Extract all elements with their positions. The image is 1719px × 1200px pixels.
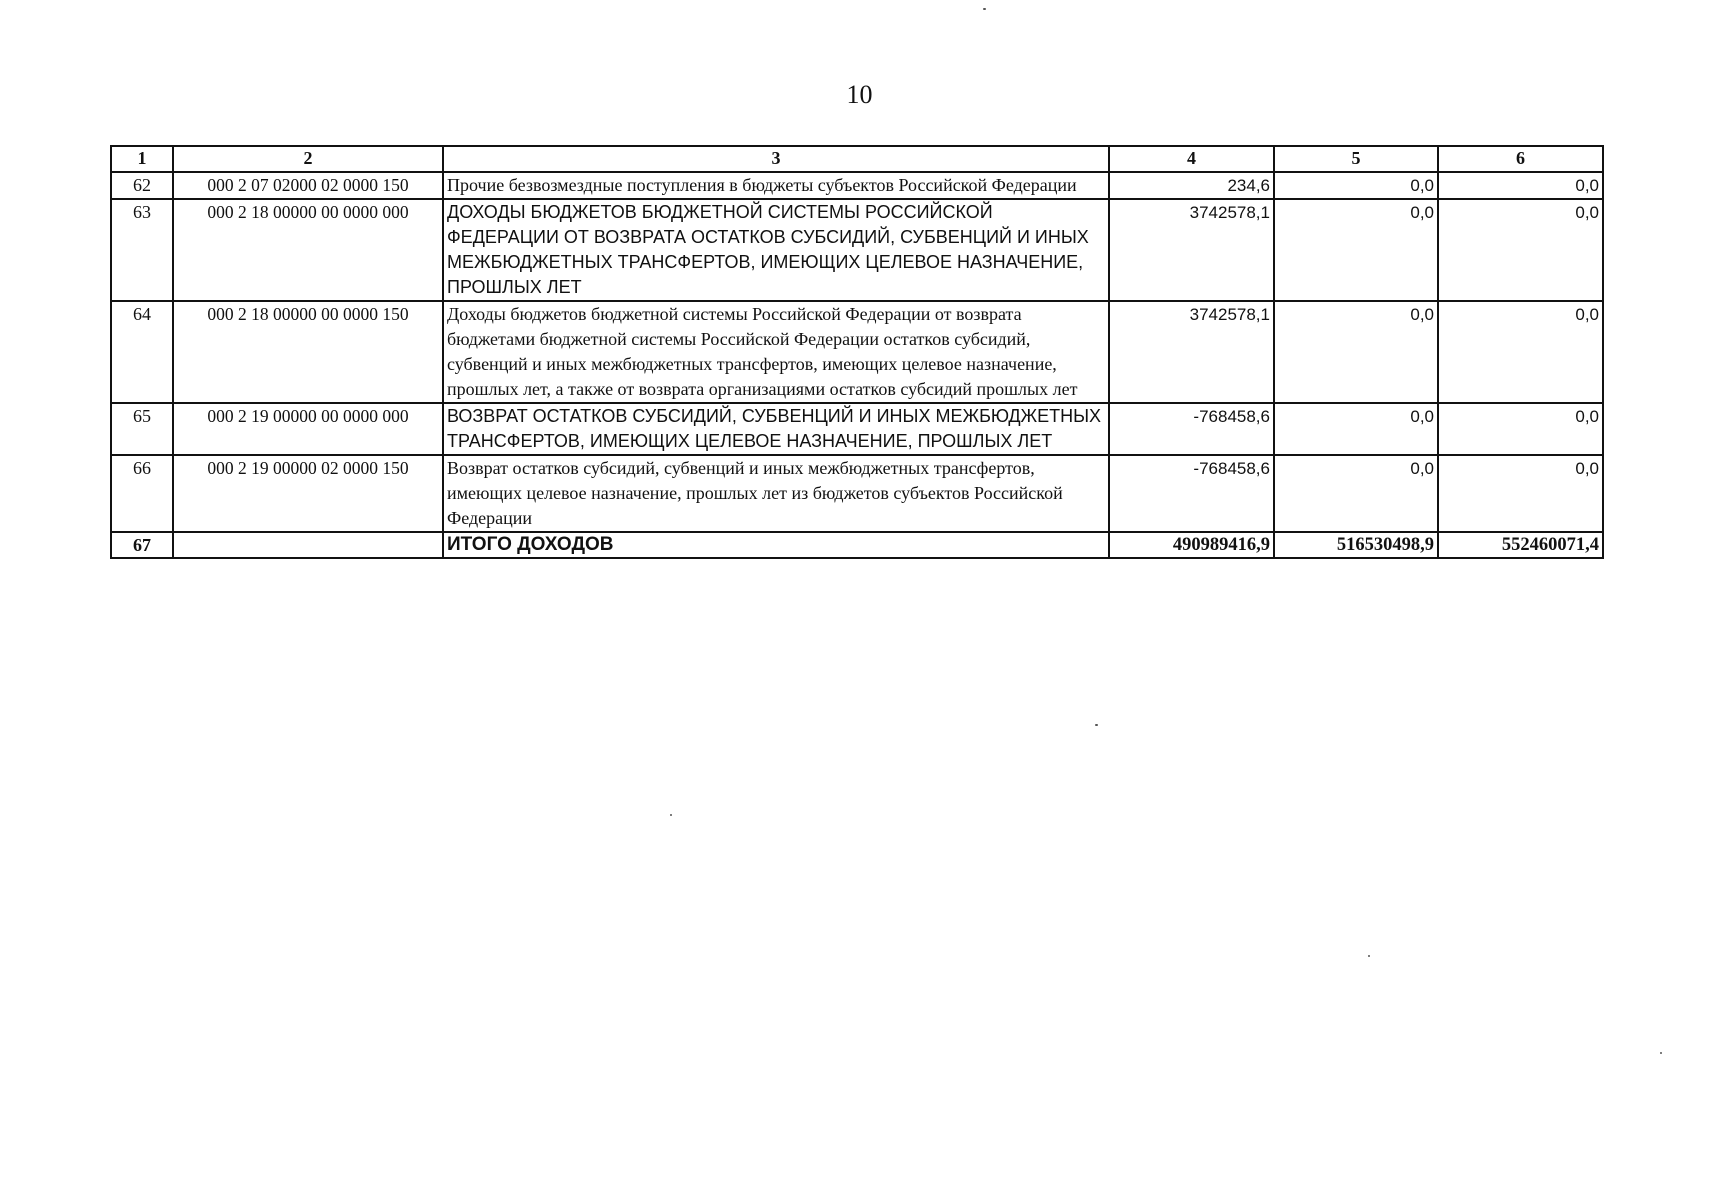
revenue-name: Прочие безвозмездные поступления в бюджеты субъектов Российской Федерации bbox=[443, 172, 1109, 199]
row-number: 62 bbox=[111, 172, 173, 199]
value-col-6: 0,0 bbox=[1438, 455, 1603, 532]
column-header-3: 3 bbox=[443, 146, 1109, 172]
table-row bbox=[111, 455, 1603, 532]
budget-code bbox=[173, 532, 443, 558]
scan-speck bbox=[1660, 1052, 1662, 1054]
value-col-4: 234,6 bbox=[1109, 172, 1274, 199]
total-col-5: 516530498,9 bbox=[1274, 532, 1438, 558]
total-col-4: 490989416,9 bbox=[1109, 532, 1274, 558]
revenue-name: Возврат остатков субсидий, субвенций и иных межбюджетных трансфертов, имеющих целевое назначение, прошлых лет из бюджетов субъектов Российской Федерации bbox=[443, 455, 1109, 532]
value-col-5: 0,0 bbox=[1274, 455, 1438, 532]
revenue-name: ДОХОДЫ БЮДЖЕТОВ БЮДЖЕТНОЙ СИСТЕМЫ РОССИЙСКОЙ ФЕДЕРАЦИИ ОТ ВОЗВРАТА ОСТАТКОВ СУБСИДИЙ, СУБВЕНЦИЙ И ИНЫХ МЕЖБЮДЖЕТНЫХ ТРАНСФЕРТОВ, ИМЕЮЩИХ ЦЕЛЕВОЕ НАЗНАЧЕНИЕ, ПРОШЛЫХ ЛЕТ bbox=[443, 199, 1109, 301]
column-header-6: 6 bbox=[1438, 146, 1603, 172]
value-col-4: -768458,6 bbox=[1109, 403, 1274, 455]
scan-speck bbox=[983, 8, 986, 10]
total-col-6: 552460071,4 bbox=[1438, 532, 1603, 558]
table-row bbox=[111, 301, 1603, 403]
value-col-6: 0,0 bbox=[1438, 403, 1603, 455]
total-row bbox=[111, 532, 1603, 558]
table-row bbox=[111, 199, 1603, 301]
revenue-name: ВОЗВРАТ ОСТАТКОВ СУБСИДИЙ, СУБВЕНЦИЙ И ИНЫХ МЕЖБЮДЖЕТНЫХ ТРАНСФЕРТОВ, ИМЕЮЩИХ ЦЕЛЕВОЕ НАЗНАЧЕНИЕ, ПРОШЛЫХ ЛЕТ bbox=[443, 403, 1109, 455]
row-number: 64 bbox=[111, 301, 173, 403]
value-col-6: 0,0 bbox=[1438, 199, 1603, 301]
row-number: 65 bbox=[111, 403, 173, 455]
column-header-2: 2 bbox=[173, 146, 443, 172]
value-col-5: 0,0 bbox=[1274, 172, 1438, 199]
budget-code: 000 2 19 00000 02 0000 150 bbox=[173, 455, 443, 532]
scan-speck bbox=[670, 814, 672, 816]
row-number: 66 bbox=[111, 455, 173, 532]
total-label: ИТОГО ДОХОДОВ bbox=[443, 532, 1109, 558]
column-header-5: 5 bbox=[1274, 146, 1438, 172]
value-col-4: 3742578,1 bbox=[1109, 199, 1274, 301]
table-row bbox=[111, 172, 1603, 199]
revenue-table bbox=[110, 145, 1604, 559]
value-col-4: 3742578,1 bbox=[1109, 301, 1274, 403]
row-number: 67 bbox=[111, 532, 173, 558]
scan-speck bbox=[1368, 955, 1370, 957]
value-col-5: 0,0 bbox=[1274, 403, 1438, 455]
budget-code: 000 2 07 02000 02 0000 150 bbox=[173, 172, 443, 199]
page-number: 10 bbox=[846, 80, 873, 109]
table-row bbox=[111, 403, 1603, 455]
revenue-name: Доходы бюджетов бюджетной системы Российской Федерации от возврата бюджетами бюджетной системы Российской Федерации остатков субсидий, субвенций и иных межбюджетных трансфертов, имеющих целевое назначение, прошлых лет, а также от возврата организациями остатков субсидий прошлых лет bbox=[443, 301, 1109, 403]
row-number: 63 bbox=[111, 199, 173, 301]
budget-code: 000 2 18 00000 00 0000 000 bbox=[173, 199, 443, 301]
column-header-1: 1 bbox=[111, 146, 173, 172]
budget-code: 000 2 18 00000 00 0000 150 bbox=[173, 301, 443, 403]
budget-code: 000 2 19 00000 00 0000 000 bbox=[173, 403, 443, 455]
value-col-4: -768458,6 bbox=[1109, 455, 1274, 532]
value-col-6: 0,0 bbox=[1438, 301, 1603, 403]
value-col-5: 0,0 bbox=[1274, 199, 1438, 301]
value-col-6: 0,0 bbox=[1438, 172, 1603, 199]
header-row bbox=[111, 146, 1603, 172]
column-header-4: 4 bbox=[1109, 146, 1274, 172]
scan-speck bbox=[1095, 724, 1098, 726]
value-col-5: 0,0 bbox=[1274, 301, 1438, 403]
